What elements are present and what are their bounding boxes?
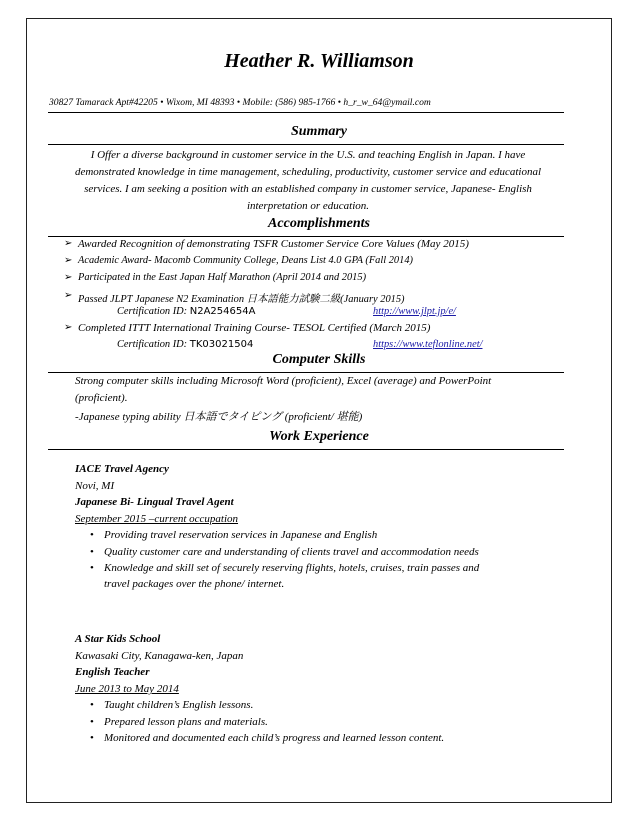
job-dates: September 2015 –current occupation xyxy=(75,513,239,525)
bullet-icon: • xyxy=(90,732,94,744)
computer-skills-heading: Computer Skills xyxy=(272,352,366,367)
skills-divider xyxy=(48,372,564,373)
bullet-icon: • xyxy=(90,562,94,574)
accomplishment-item: ➢ Participated in the East Japan Half Marathon (April 2014 and 2015) xyxy=(64,272,367,283)
work-divider xyxy=(48,449,564,450)
list-item: • Providing travel reservation services in Japanese and English xyxy=(90,529,378,541)
list-item: • Monitored and documented each child’s progress and learned lesson content. xyxy=(90,732,445,744)
job-location: Kawasaki City, Kanagawa-ken, Japan xyxy=(75,650,244,662)
list-item: • Prepared lesson plans and materials. xyxy=(90,716,268,728)
certification-id: N2A254654A xyxy=(189,306,256,317)
accomplishments-divider xyxy=(48,236,564,237)
applicant-name: Heather R. Williamson xyxy=(224,50,414,72)
list-item: • Knowledge and skill set of securely reserving flights, hotels, cruises, train passes and xyxy=(90,562,480,574)
summary-text: I Offer a diverse background in customer service in the U.S. and teaching English in Japan. I have demonstrated knowledge in time management, scheduling, productivity, customer service and educational services. I am seeking a position with an established company in customer service, Japanese- English interpretation or education. xyxy=(74,149,542,212)
certification-row: Certification ID: N2A254654A xyxy=(117,306,256,317)
list-item: • Taught children’s English lessons. xyxy=(90,699,254,711)
header-divider xyxy=(48,112,564,113)
summary-divider xyxy=(48,144,564,145)
summary-heading: Summary xyxy=(290,124,347,139)
accomplishment-item: ➢ Passed JLPT Japanese N2 Examination 日本語能力試験二級(January 2015) xyxy=(64,290,405,305)
certification-id: TK03021504 xyxy=(189,339,254,350)
accomplishment-item: ➢ Academic Award- Macomb Community College, Deans List 4.0 GPA (Fall 2014) xyxy=(64,255,413,266)
bullet-icon: • xyxy=(90,699,94,711)
bullet-icon: • xyxy=(90,529,94,541)
tefl-link[interactable]: https://www.teflonline.net/ xyxy=(373,339,483,350)
list-item: • Quality customer care and understanding of clients travel and accommodation needs xyxy=(90,546,479,558)
arrow-bullet-icon: ➢ xyxy=(64,290,73,301)
arrow-bullet-icon: ➢ xyxy=(64,255,73,266)
arrow-bullet-icon: ➢ xyxy=(64,322,73,333)
arrow-bullet-icon: ➢ xyxy=(64,238,73,249)
job-title: Japanese Bi- Lingual Travel Agent xyxy=(75,496,234,508)
job-title: English Teacher xyxy=(75,666,150,678)
skills-text: (proficient). xyxy=(75,392,128,404)
work-experience-heading: Work Experience xyxy=(269,429,369,444)
job-location: Novi, MI xyxy=(75,480,115,492)
skills-text: Strong computer skills including Microsoft Word (proficient), Excel (average) and PowerPoint xyxy=(75,375,492,387)
accomplishment-item: ➢ Completed ITTT International Training Course- TESOL Certified (March 2015) xyxy=(64,322,431,334)
accomplishment-item: ➢ Awarded Recognition of demonstrating TSFR Customer Service Core Values (May 2015) xyxy=(64,238,469,250)
skills-text: -Japanese typing ability 日本語でタイピング (proficient/ 堪能) xyxy=(75,411,363,423)
job-dates: June 2013 to May 2014 xyxy=(75,683,179,695)
contact-line: 30827 Tamarack Apt#42205 • Wixom, MI 48393 • Mobile: (586) 985-1766 • h_r_w_64@ymail.com xyxy=(49,97,431,108)
arrow-bullet-icon: ➢ xyxy=(64,272,73,283)
company-name: A Star Kids School xyxy=(75,633,161,645)
certification-row: Certification ID: TK03021504 xyxy=(117,339,254,350)
jlpt-link[interactable]: http://www.jlpt.jp/e/ xyxy=(373,306,456,317)
bullet-icon: • xyxy=(90,716,94,728)
list-item-continuation: travel packages over the phone/ internet. xyxy=(104,578,285,590)
accomplishments-heading: Accomplishments xyxy=(268,216,370,231)
company-name: IACE Travel Agency xyxy=(75,463,169,475)
bullet-icon: • xyxy=(90,546,94,558)
